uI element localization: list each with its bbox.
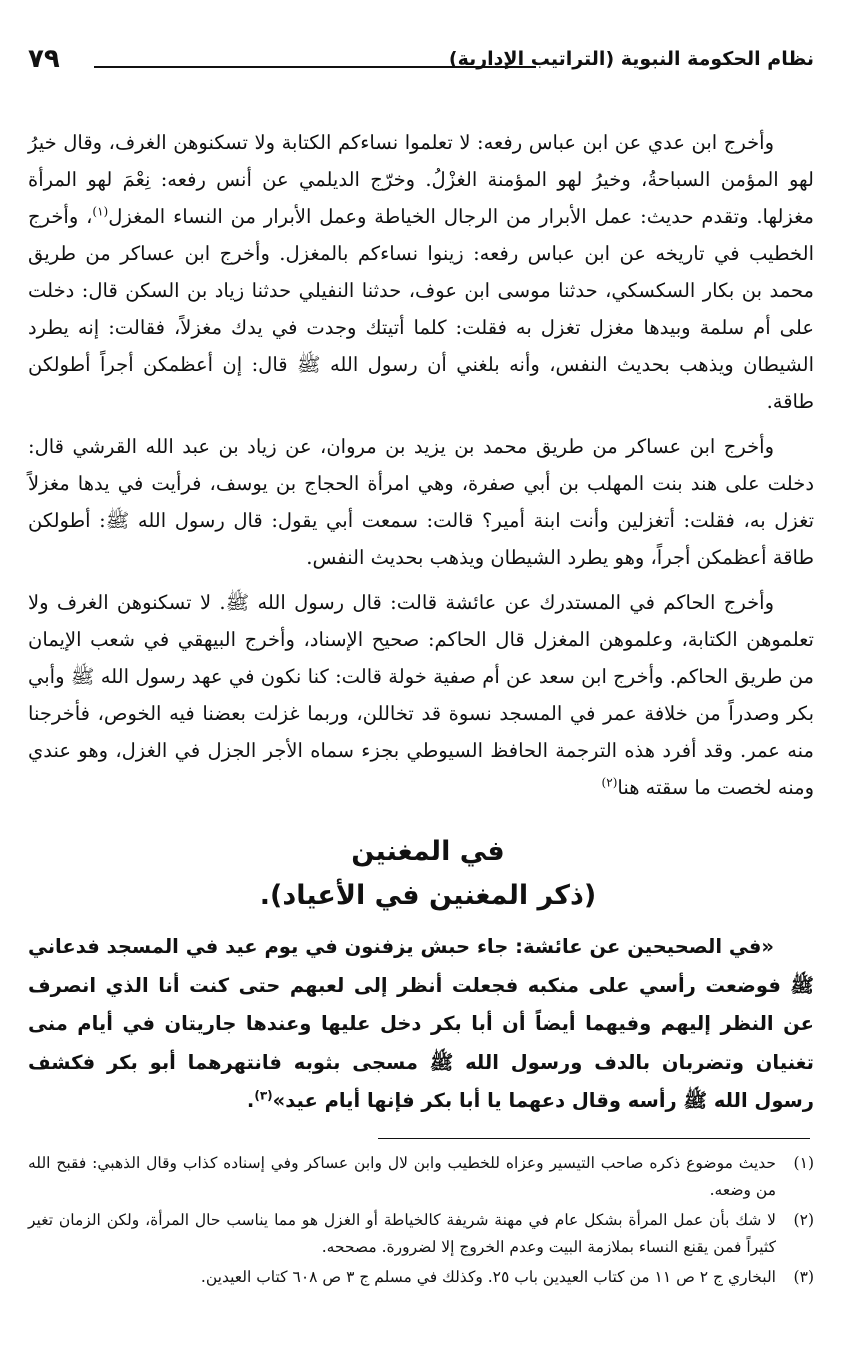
footnote-rule — [378, 1138, 810, 1139]
footnote — [28, 1150, 814, 1204]
page-number: ٧٩ — [28, 44, 60, 74]
paragraph-text: وأخرج ابن عدي عن ابن عباس رفعه: لا تعلموا نساءكم الكتابة ولا تسكنوهن الغرف، وقال خيرُ لهو المؤمن السباحةُ، وخيرُ لهو المؤمنة الغزْلُ. وخرّج الديلمي عن أنس رفعه: نِعْمَ لهو المرأة مغزلها. وتقدم حديث: عمل الأبرار من الرجال الخياطة وعمل الأبرار من النساء المغزل — [28, 131, 814, 228]
footnote-ref: (٣) — [254, 1088, 273, 1103]
section-title: في المغنين — [351, 836, 505, 867]
hadith-quote — [28, 928, 814, 1121]
paragraph-text: وأخرج الحاكم في المستدرك عن عائشة قالت: قال رسول الله ﷺ. لا تسكنوهن الغرف ولا تعلموهن الكتابة، وعلموهن المغزل قال الحاكم: صحيح الإسناد، وأخرج البيهقي في شعب الإيمان من طريق الحاكم. وأخرج ابن سعد عن أم صفية خولة قالت: كنا نكون في عهد رسول الله ﷺ وأبي بكر وصدراً من خلافة عمر في المسجد نسوة قد تخاللن، وربما غزلت بعضنا فيه الخوص، فأخرجنا منه عمر. وقد أفرد هذه الترجمة الحافظ السيوطي بجزء سماه الأجر الجزل في الغزل، وهو عندي ومنه لخصت ما سقته هنا — [28, 591, 814, 799]
footnote-number: (٢) — [793, 1211, 814, 1229]
footnote-number: (٣) — [793, 1268, 814, 1286]
footnote-text: حديث موضوع ذكره صاحب التيسير وعزاه للخطيب وابن لال وابن عساكر وفي إسناده كذاب وقال الذهبي: فقبح الله من وضعه. — [28, 1154, 776, 1199]
paragraph — [28, 584, 814, 806]
footnote — [28, 1264, 814, 1291]
hadith-text: «في الصحيحين عن عائشة: جاء حبش يزفنون في يوم عيد في المسجد فدعاني ﷺ فوضعت رأسي على منكبه فجعلت أنظر إلى لعبهم حتى كنت أنا الذي انصرف عن النظر إليهم وفيهما أيضاً أن أبا بكر دخل عليها وعندها جاريتان في أيام منى تغنيان وتضربان بالدف ورسول الله ﷺ مسجى بثوبه فانتهرهما أبو بكر فكشف رسول الله ﷺ رأسه وقال دعهما يا أبا بكر فإنها أيام عيد» — [28, 935, 814, 1112]
section-subtitle: (ذكر المغنين في الأعياد). — [259, 880, 597, 911]
hadith-end: . — [246, 1089, 255, 1112]
header-rule — [94, 66, 536, 68]
paragraph-text: ، وأخرج الخطيب في تاريخه عن ابن عباس رفعه: زينوا نساءكم بالمغزل. وأخرج ابن عساكر من طريق محمد بن بكار السكسكي، حدثنا موسى ابن عوف، حدثنا النفيلي حدثنا زياد بن السكن قال: دخلت على أم سلمة وبيدها مغزل تغزل به فقلت: كلما أتيتك وجدت في يدك مغزلاً، فقالت: إنه يطرد الشيطان ويذهب بحديث النفس، وأنه بلغني أن رسول الله ﷺ قال: إن أعظمكن أجراً أطولكن طاقة. — [28, 205, 814, 413]
paragraph — [28, 124, 814, 420]
footnote-number: (١) — [793, 1154, 814, 1172]
running-head — [28, 44, 814, 84]
footnote-ref: (١) — [92, 204, 109, 219]
footnote — [28, 1207, 814, 1261]
footnote-ref: (٢) — [601, 775, 618, 790]
footnotes — [28, 1150, 814, 1294]
paragraph-text: وأخرج ابن عساكر من طريق محمد بن يزيد بن مروان، عن زياد بن عبد الله القرشي قال: دخلت على هند بنت المهلب بن أبي صفرة، وهي امرأة الحجاج بن يوسف، فرأيت في يدها مغزلاً تغزل به، فقلت: أتغزلين وأنت ابنة أمير؟ قالت: سمعت أبي يقول: قال رسول الله ﷺ: أطولكن طاقة أعظمكن أجراً، وهو يطرد الشيطان ويذهب بحديث النفس. — [28, 435, 814, 569]
main-text — [28, 124, 814, 814]
paragraph — [28, 428, 814, 576]
running-title: نظام الحكومة النبوية (التراتيب الإدارية) — [448, 48, 814, 70]
footnote-text: البخاري ج ٢ ص ١١ من كتاب العيدين باب ٢٥. وكذلك في مسلم ج ٣ ص ٦٠٨ كتاب العيدين. — [200, 1268, 776, 1286]
footnote-text: لا شك بأن عمل المرأة بشكل عام في مهنة شريفة كالخياطة أو الغزل هو مما يناسب حال المرأة، ولكن الزمان تغير كثيراً فمن يقنع النساء بملازمة البيت وعدم الخروج إلا لضرورة. مصححه. — [28, 1211, 776, 1256]
